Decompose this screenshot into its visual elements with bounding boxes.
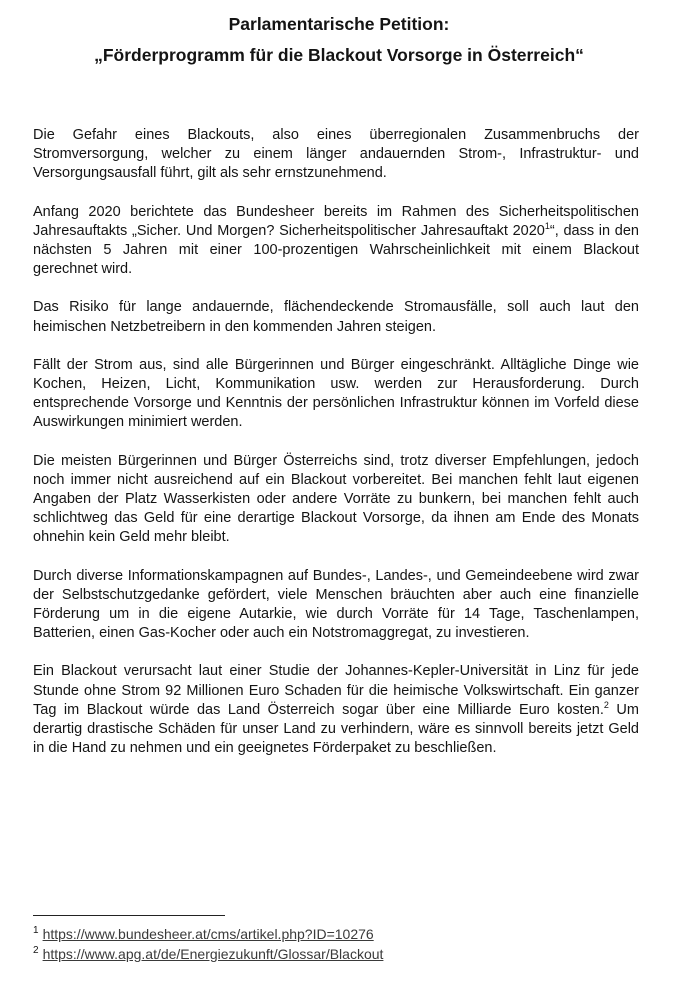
petition-title: Parlamentarische Petition: [228,14,450,34]
paragraph-1: Die Gefahr eines Blackouts, also eines überregionalen Zusammenbruchs der Stromversorgung, welcher zu einem länger andauernden Strom-, Infrastruktur- und Versorgungsausfall führt, gilt als sehr ernstzunehmend. [33,127,639,182]
petition-subtitle: „Förderprogramm für die Blackout Vorsorge in Österreich“ [94,45,584,65]
petition-body [33,126,639,777]
paragraph-7-text-b: Um derartig drastische Schäden für unser Land zu verhindern, wäre es sinnvoll bereits jetzt Geld in die Hand zu nehmen und ein geeignetes Förderpaket zu beschließen. [33,701,639,757]
footnote-number: 1 [33,925,39,937]
paragraph-2-text-b: “, dass in den nächsten 5 Jahren mit einer 100-prozentigen Wahrscheinlichkeit mit einem Blackout gerechnet wird. [33,222,639,278]
footnote-link-apg[interactable]: https://www.apg.at/de/Energiezukunft/Glossar/Blackout [42,946,384,962]
paragraph-3: Das Risiko für lange andauernde, flächendeckende Stromausfälle, soll auch laut den heimischen Netzbetreibern in den kommenden Jahren steigen. [33,299,639,335]
footnote-1 [33,926,374,943]
paragraph-7-text-a: Ein Blackout verursacht laut einer Studie der Johannes-Kepler-Universität in Linz für jede Stunde ohne Strom 92 Millionen Euro Schaden für die heimische Volkswirtschaft. Ein ganzer Tag im Blackout würde das Land Österreich sogar über eine Milliarde Euro kosten. [33,663,639,718]
paragraph-2 [33,203,639,280]
paragraph-7 [33,662,639,758]
footnote-separator [33,915,225,916]
paragraph-5: Die meisten Bürgerinnen und Bürger Österreichs sind, trotz diverser Empfehlungen, jedoch noch immer nicht ausreichend auf ein Blackout vorbereitet. Bei manchen fehlt laut eigenen Angaben der Platz Wasserkisten oder andere Vorräte zu bunkern, bei manchen fehlt auch schlichtweg das Geld für eine derartige Blackout Vorsorge, da ihnen am Ende des Monats ohnehin kein Geld mehr bleibt. [33,452,639,546]
paragraph-2-text-a: Anfang 2020 berichtete das Bundesheer bereits im Rahmen des Sicherheitspolitischen Jahresauftakts „Sicher. Und Morgen? Sicherheitspolitischer Jahresauftakt 2020 [33,203,639,239]
footnote-ref-2[interactable]: 2 [603,700,609,711]
paragraph-4: Fällt der Strom aus, sind alle Bürgerinnen und Bürger eingeschränkt. Alltägliche Dinge wie Kochen, Heizen, Licht, Kommunikation usw. werden zur Herausforderung. Durch entsprechende Vorsorge und Kenntnis der persönlichen Infrastruktur können im Vorfeld diese Auswirkungen minimiert werden. [33,356,639,431]
footnote-link-bundesheer[interactable]: https://www.bundesheer.at/cms/artikel.php?ID=10276 [42,926,374,942]
footnote-ref-1[interactable]: 1 [544,220,550,231]
footnote-number: 2 [33,945,39,957]
paragraph-6: Durch diverse Informationskampagnen auf Bundes-, Landes-, und Gemeindeebene wird zwar der Selbstschutzgedanke gefördert, viele Menschen bräuchten aber auch eine finanzielle Förderung um in die eigene Autarkie, wie durch Vorräte für 14 Tage, Taschenlampen, Batterien, einen Gas-Kocher oder auch ein Notstromaggregat, zu investieren. [33,567,639,642]
footnote-2 [33,946,383,963]
